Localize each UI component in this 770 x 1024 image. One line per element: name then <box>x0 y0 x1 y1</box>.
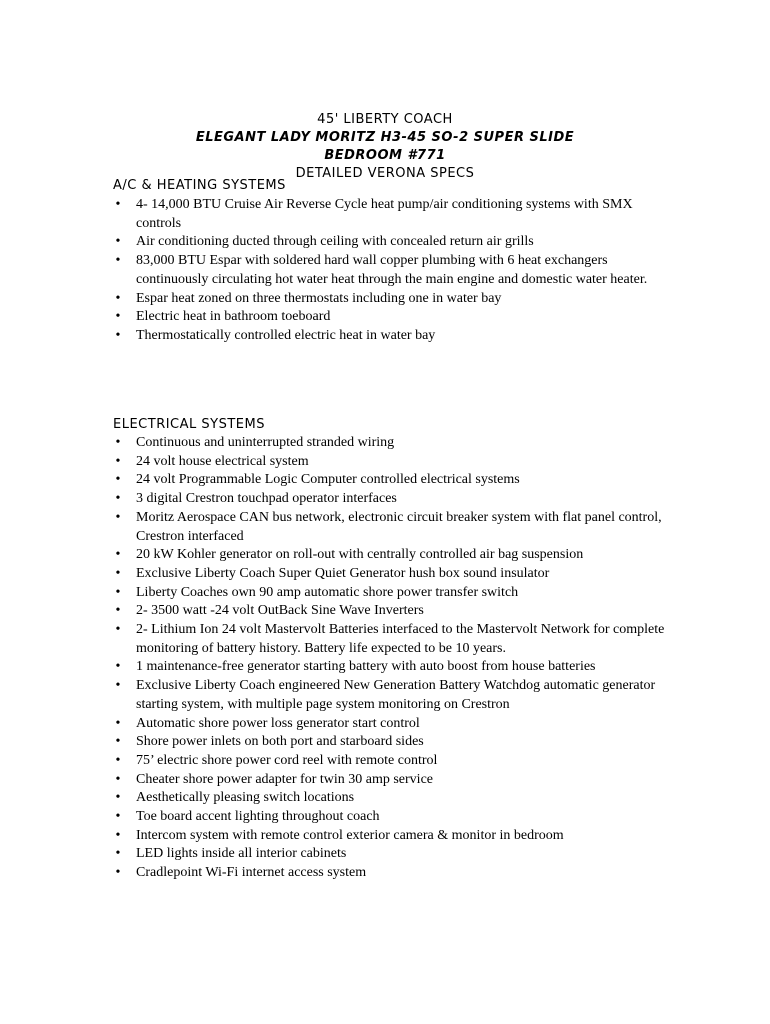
list-item-text: 24 volt house electrical system <box>136 453 309 469</box>
list-item-text: Aesthetically pleasing switch locations <box>136 790 355 806</box>
list-item <box>113 584 673 603</box>
list-item <box>113 308 673 327</box>
list-item-text: Automatic shore power loss generator start control <box>136 715 420 731</box>
list-item <box>113 252 673 289</box>
list-item-text: Exclusive Liberty Coach Super Quiet Generator hush box sound insulator <box>136 565 550 581</box>
list-item <box>113 327 673 346</box>
list-item <box>113 565 673 584</box>
list-item <box>113 658 673 677</box>
list-item-text: 2- Lithium Ion 24 volt Mastervolt Batteries interfaced to the Mastervolt Network for complete monitoring of battery history. Battery life expected to be 10 years. <box>136 622 665 656</box>
bullet-icon: • <box>115 234 121 250</box>
bullet-icon: • <box>115 809 121 825</box>
bullet-icon: • <box>115 509 121 525</box>
bullet-icon: • <box>115 678 121 694</box>
list-item-text: Air conditioning ducted through ceiling with concealed return air grills <box>136 234 534 250</box>
list-item-text: Toe board accent lighting throughout coach <box>136 809 380 825</box>
list-item-text: Shore power inlets on both port and starboard sides <box>136 734 424 750</box>
list-item <box>113 677 673 714</box>
title-line-4: DETAILED VERONA SPECS <box>295 166 475 181</box>
list-item-text: Electric heat in bathroom toeboard <box>136 309 331 325</box>
list-item <box>113 233 673 252</box>
title-line-1: 45' LIBERTY COACH <box>317 112 453 127</box>
list-item <box>113 827 673 846</box>
list-item <box>113 602 673 621</box>
list-item-text: Espar heat zoned on three thermostats including one in water bay <box>136 290 502 306</box>
list-item <box>113 621 673 658</box>
list-item <box>113 771 673 790</box>
list-item-text: Cradlepoint Wi-Fi internet access system <box>136 865 367 881</box>
list-item <box>113 453 673 472</box>
bullet-icon: • <box>115 584 121 600</box>
list-item-text: 4- 14,000 BTU Cruise Air Reverse Cycle heat pump/air conditioning systems with SMX controls <box>136 197 633 231</box>
electrical-systems-heading: ELECTRICAL SYSTEMS <box>113 417 265 432</box>
bullet-icon: • <box>115 491 121 507</box>
list-item <box>113 733 673 752</box>
list-item <box>113 546 673 565</box>
bullet-icon: • <box>115 453 121 469</box>
bullet-icon: • <box>115 327 121 343</box>
bullet-icon: • <box>115 622 121 638</box>
list-item <box>113 290 673 309</box>
title-line-3: BEDROOM #771 <box>324 148 446 163</box>
ac-heating-list <box>113 196 673 346</box>
bullet-icon: • <box>115 790 121 806</box>
list-item <box>113 715 673 734</box>
list-item-text: 75’ electric shore power cord reel with remote control <box>136 752 438 768</box>
bullet-icon: • <box>115 472 121 488</box>
list-item <box>113 490 673 509</box>
list-item-text: Liberty Coaches own 90 amp automatic shore power transfer switch <box>136 584 519 600</box>
bullet-icon: • <box>115 715 121 731</box>
bullet-icon: • <box>115 659 121 675</box>
title-line-2: ELEGANT LADY MORITZ H3-45 SO-2 SUPER SLIDE <box>195 130 575 145</box>
list-item <box>113 789 673 808</box>
list-item-text: 1 maintenance-free generator starting battery with auto boost from house batteries <box>136 659 596 675</box>
bullet-icon: • <box>115 547 121 563</box>
bullet-icon: • <box>115 309 121 325</box>
list-item <box>113 808 673 827</box>
list-item <box>113 196 673 233</box>
list-item <box>113 864 673 883</box>
list-item <box>113 471 673 490</box>
bullet-icon: • <box>115 290 121 306</box>
list-item-text: Moritz Aerospace CAN bus network, electronic circuit breaker system with flat panel control, Crestron interfaced <box>136 509 662 544</box>
list-item-text: 3 digital Crestron touchpad operator interfaces <box>136 491 397 507</box>
electrical-systems-list <box>113 434 673 883</box>
list-item-text: Cheater shore power adapter for twin 30 amp service <box>136 771 433 787</box>
bullet-icon: • <box>115 603 121 619</box>
list-item-text: Thermostatically controlled electric heat in water bay <box>136 327 436 343</box>
list-item <box>113 845 673 864</box>
list-item-text: 24 volt Programmable Logic Computer controlled electrical systems <box>136 472 520 488</box>
list-item-text: Continuous and uninterrupted stranded wiring <box>136 435 395 450</box>
list-item-text: 20 kW Kohler generator on roll-out with centrally controlled air bag suspension <box>136 547 584 563</box>
bullet-icon: • <box>115 197 121 212</box>
list-item-text: 2- 3500 watt -24 volt OutBack Sine Wave Inverters <box>136 603 424 619</box>
bullet-icon: • <box>115 865 121 881</box>
bullet-icon: • <box>115 771 121 787</box>
bullet-icon: • <box>115 734 121 750</box>
list-item-text: 83,000 BTU Espar with soldered hard wall copper plumbing with 6 heat exchangers continuously circulating hot water heat through the main engine and domestic water heater. <box>136 253 648 287</box>
list-item <box>113 752 673 771</box>
bullet-icon: • <box>115 827 121 843</box>
bullet-icon: • <box>115 253 121 269</box>
bullet-icon: • <box>115 846 121 862</box>
list-item-text: Intercom system with remote control exterior camera & monitor in bedroom <box>136 827 564 843</box>
bullet-icon: • <box>115 752 121 768</box>
list-item-text: LED lights inside all interior cabinets <box>136 846 347 862</box>
document-title-block <box>0 111 770 183</box>
list-item-text: Exclusive Liberty Coach engineered New Generation Battery Watchdog automatic generator starting system, with multiple page system monitoring on Crestron <box>136 678 656 712</box>
list-item <box>113 434 673 453</box>
list-item <box>113 509 673 546</box>
ac-heating-heading: A/C & HEATING SYSTEMS <box>113 178 286 193</box>
bullet-icon: • <box>115 435 121 450</box>
bullet-icon: • <box>115 565 121 581</box>
